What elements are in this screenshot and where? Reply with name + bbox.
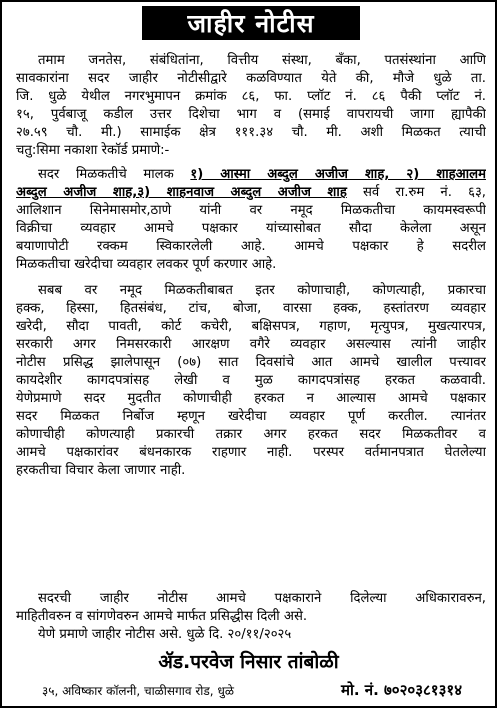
owner-names-2: अब्दुल अजीज शाह,३) शाहनवाज अब्दुल अजीज शाह xyxy=(16,185,347,200)
owners-suffix: सर्व रा.रुम नं. ६३, xyxy=(363,185,486,200)
intro-line-4: १५, पुर्वबाजू कडील उत्तर दिशेचा भाग व (समाई वापरायची जागा ह्यापैकी xyxy=(16,107,486,122)
intro-line-2: सावकारांना सदर जाहीर नोटीसीद्वारे कळविण्यात येते की, मौजे धुळे ता. xyxy=(16,71,486,86)
advocate-phone: मो. नं. ७०२०३८१३१४ xyxy=(340,681,462,699)
closing-line-3: येणे प्रमाणे जाहीर नोटीस असे. धुळे दि. २०/११/२०२५ xyxy=(38,627,292,642)
objection-line-5: नोटीस प्रसिद्ध झालेपासून (०७) सात दिवसांचे आत आमचे खालील पत्त्यावर xyxy=(16,355,486,370)
owners-line-5: बयाणापोटी रक्कम स्विकारलेली आहे. आमचे पक्षकार हे सदरील xyxy=(16,239,486,254)
footer xyxy=(42,680,462,700)
objection-line-10: आमचे पक्षकारांवर बंधनकारक राहणार नाही. परस्पर वर्तमानपत्रात घेतलेल्या xyxy=(16,445,486,460)
closing-line-1: सदरची जाहीर नोटीस आमचे पक्षकाराने दिलेल्या अधिकारावरुन, xyxy=(38,591,486,606)
objection-line-9: कोणाचीही कोणत्याही प्रकारची तक्रार अगर हरकत सदर मिळकतीवर व xyxy=(16,427,486,442)
owners-line-1 xyxy=(16,166,486,184)
owners-line-4: विक्रीचा व्यवहार आमचे पक्षकार यांच्यासोबत सौदा केलेला असून xyxy=(16,221,486,236)
advocate-address: ३५, अविष्कार कॉलनी, चाळीसगाव रोड, धुळे xyxy=(42,684,234,698)
advocate-name: ॲड.परवेज निसार तांबोळी xyxy=(158,651,339,673)
objection-line-2: हक्क, हिस्सा, हितसंबंध, टांच, बोजा, वारसा हक्क, हस्तांतरण व्यवहार xyxy=(16,301,486,316)
objection-line-8: सदर मिळकत निर्बोज म्हणून खरेदीचा व्यवहार पूर्ण करतील. त्यानंतर xyxy=(16,409,486,424)
intro-line-6: चतु:सिमा नकाशा रेकॉर्ड प्रमाणे:- xyxy=(16,143,170,158)
objection-line-3: खरेदी, सौदा पावती, कोर्ट कचेरी, बक्षिसपत्र, गहाण, मृत्युपत्र, मुखत्यारपत्र, xyxy=(16,319,486,334)
objection-line-6: कायदेशीर कागदपत्रांसह लेखी व मुळ कागदपत्रांसह हरकत कळवावी. xyxy=(16,373,486,388)
objection-line-7: येणेप्रमाणे सदर मुदतीत कोणाचीही हरकत न आल्यास आमचे पक्षकार xyxy=(16,391,486,406)
owners-line-2 xyxy=(16,184,486,202)
intro-line-1: तमाम जनतेस, संबंधितांना, वित्तीय संस्था, बँका, पतसंस्थांना आणि xyxy=(38,53,486,68)
owners-line-3: आलिशान सिनेमासमोर,ठाणे यांनी वर नमूद मिळकतीचा कायमस्वरूपी xyxy=(16,203,486,218)
owners-intro: सदर मिळकतीचे मालक xyxy=(38,167,174,182)
intro-line-5: २७.५९ चौ. मी.) सामाईक क्षेत्र १११.३४ चौ. मी. अशी मिळकत त्याची xyxy=(16,125,486,140)
intro-line-3: जि. धुळे येथील नगरभुमापन क्रमांक ८६, फा. प्लॉट नं. ८६ पैकी प्लॉट नं. xyxy=(16,89,486,104)
owner-names-1: १) आस्मा अब्दुल अजीज शाह, २) शाहआलम xyxy=(190,167,486,182)
closing-line-2: माहितीवरुन व सांगणेवरुन आमचे मार्फत प्रसिद्धीस दिली असे. xyxy=(16,609,308,624)
notice-title: जाहीर नोटीस xyxy=(142,6,360,40)
owners-line-6: मिळकतीचा खरेदीचा व्यवहार लवकर पूर्ण करणार आहे. xyxy=(16,257,277,272)
objection-line-11: हरकतीचा विचार केला जाणार नाही. xyxy=(16,463,186,478)
objection-line-1: सबब वर नमूद मिळकतीबाबत इतर कोणाचाही, कोणत्याही, प्रकारचा xyxy=(38,283,486,298)
objection-line-4: सरकारी अगर निमसरकारी आरक्षण वगैरे व्यवहार असल्यास त्यांनी जाहीर xyxy=(16,337,486,352)
